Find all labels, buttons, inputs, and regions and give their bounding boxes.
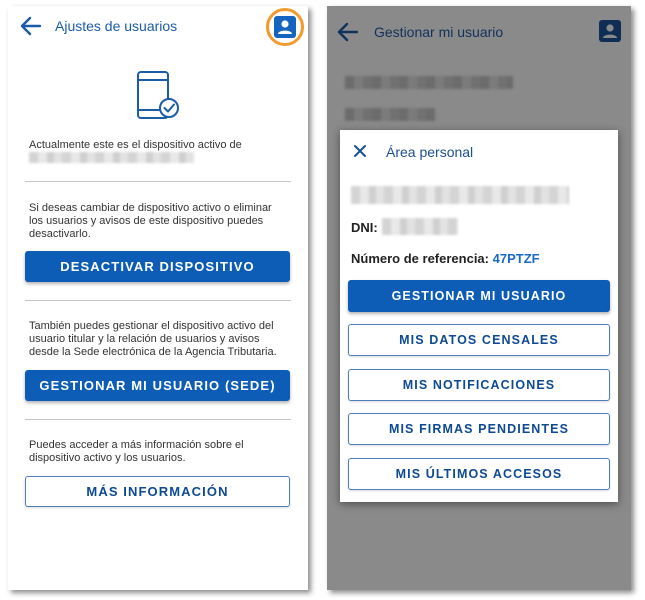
reference-number-label (351, 251, 540, 266)
notifications-button[interactable]: MIS NOTIFICACIONES (348, 369, 610, 401)
user-account-icon[interactable] (599, 20, 621, 42)
mobile-device-check-icon (136, 70, 182, 122)
manage-user-screen (327, 6, 631, 590)
divider (25, 181, 291, 182)
redacted-background-text (345, 76, 513, 89)
more-info-button[interactable]: MÁS INFORMACIÓN (25, 476, 290, 507)
back-arrow-icon[interactable] (337, 22, 359, 42)
last-access-button[interactable]: MIS ÚLTIMOS ACCESOS (348, 458, 610, 490)
sede-info-text: También puedes gestionar el dispositivo activo del usuario titular y la relación de usuarios y avisos desde la Sede electrónica de la Agencia Tributaria. (29, 320, 277, 358)
reference-number-label-text: Número de referencia: (351, 251, 489, 266)
reference-number-value: 47PTZF (492, 251, 540, 266)
redacted-user-name (29, 152, 194, 163)
redacted-user-name (351, 186, 569, 204)
active-device-text: Actualmente este es el dispositivo activo de (29, 139, 242, 151)
dni-label: DNI: (351, 220, 378, 235)
pending-signatures-button[interactable]: MIS FIRMAS PENDIENTES (348, 413, 610, 445)
divider (25, 419, 291, 420)
page-title: Gestionar mi usuario (374, 24, 504, 40)
divider (25, 300, 291, 301)
back-arrow-icon[interactable] (20, 16, 42, 36)
page-title: Ajustes de usuarios (55, 18, 178, 34)
redacted-dni-value (382, 218, 458, 235)
redacted-background-text (345, 108, 435, 121)
settings-screen (8, 6, 308, 590)
user-account-icon[interactable] (274, 16, 296, 38)
dialog-title: Área personal (386, 144, 474, 160)
census-data-button[interactable]: MIS DATOS CENSALES (348, 324, 610, 356)
more-info-text: Puedes acceder a más información sobre el dispositivo activo y los usuarios. (29, 439, 244, 464)
deactivate-device-button[interactable]: DESACTIVAR DISPOSITIVO (25, 251, 290, 282)
manage-user-sede-button[interactable]: GESTIONAR MI USUARIO (SEDE) (25, 370, 290, 401)
close-icon[interactable] (352, 143, 368, 159)
manage-user-button[interactable]: GESTIONAR MI USUARIO (348, 280, 610, 312)
deactivate-info-text: Si deseas cambiar de dispositivo activo o eliminar los usuarios y avisos de este dispositivo puedes desactivarlo. (29, 202, 272, 240)
personal-area-dialog (340, 130, 618, 502)
